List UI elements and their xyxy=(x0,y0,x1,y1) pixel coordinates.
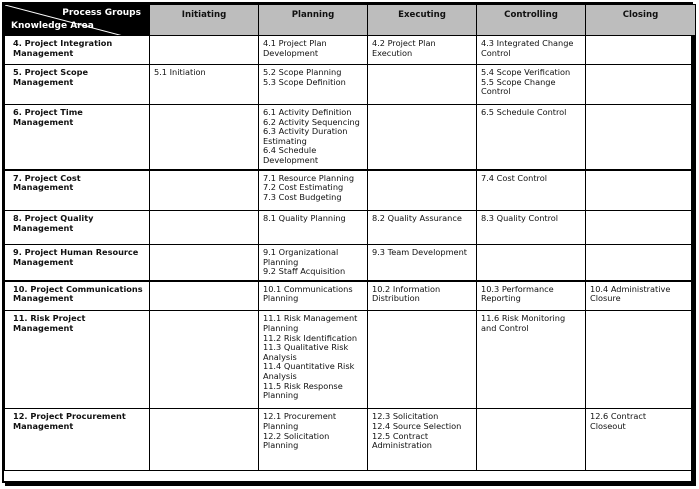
planning-cell xyxy=(259,281,368,311)
executing-cell xyxy=(368,245,477,281)
executing-cell xyxy=(368,409,477,471)
initiating-cell xyxy=(150,281,259,311)
initiating-cell xyxy=(150,311,259,409)
controlling-cell xyxy=(477,36,586,65)
process-item: 10.2 Information Distribution xyxy=(372,283,441,304)
process-item: 11.2 Risk Identification xyxy=(263,332,358,343)
process-item: 7.4 Cost Control xyxy=(481,172,548,183)
knowledge-area-label: Knowledge Area xyxy=(11,21,94,32)
header-row xyxy=(5,5,696,36)
process-item: 11.1 Risk Management Planning xyxy=(263,313,358,333)
process-item: 6.3 Activity Duration Estimating xyxy=(263,126,348,146)
process-item: 12.6 Contract Closeout xyxy=(590,411,647,431)
controlling-cell xyxy=(477,409,586,471)
process-item: 9.1 Organizational Planning xyxy=(263,247,339,267)
controlling-cell xyxy=(477,65,586,105)
process-item: 12.3 Solicitation xyxy=(372,411,439,422)
knowledge-area-cell: 11. Risk Project Management xyxy=(5,311,150,409)
planning-cell xyxy=(259,170,368,211)
table-row xyxy=(5,409,696,471)
closing-cell xyxy=(586,170,696,211)
process-item: 9.2 Staff Acquisition xyxy=(263,266,346,277)
col-executing: Executing xyxy=(368,5,477,36)
planning-cell xyxy=(259,245,368,281)
table-row xyxy=(5,105,696,170)
process-item: 11.5 Risk Response Planning xyxy=(263,380,343,401)
process-item: 4.2 Project Plan Execution xyxy=(372,38,436,58)
process-item: 9.3 Team Development xyxy=(372,247,467,258)
knowledge-area-cell: 8. Project Quality Management xyxy=(5,211,150,245)
knowledge-area-cell: 9. Project Human Resource Management xyxy=(5,245,150,281)
closing-cell xyxy=(586,311,696,409)
process-item: 5.3 Scope Definition xyxy=(263,76,346,87)
knowledge-area-cell: 12. Project Procurement Management xyxy=(5,409,150,471)
initiating-cell xyxy=(150,105,259,170)
closing-cell xyxy=(586,211,696,245)
table-body xyxy=(5,36,696,471)
controlling-cell xyxy=(477,211,586,245)
table-row xyxy=(5,170,696,211)
table-row xyxy=(5,211,696,245)
executing-cell xyxy=(368,170,477,211)
process-item: 4.3 Integrated Change Control xyxy=(481,38,574,58)
executing-cell xyxy=(368,65,477,105)
process-item: 7.3 Cost Budgeting xyxy=(263,191,342,202)
table-row xyxy=(5,65,696,105)
closing-cell xyxy=(586,36,696,65)
planning-cell xyxy=(259,409,368,471)
process-item: 8.3 Quality Control xyxy=(481,213,559,224)
process-item: 11.4 Quantitative Risk Analysis xyxy=(263,361,355,381)
executing-cell xyxy=(368,281,477,311)
process-item: 6.1 Activity Definition xyxy=(263,107,352,117)
col-planning: Planning xyxy=(259,5,368,36)
process-item: 12.4 Source Selection xyxy=(372,420,462,431)
table-row xyxy=(5,311,696,409)
closing-cell xyxy=(586,105,696,170)
closing-cell xyxy=(586,281,696,311)
corner-header xyxy=(5,5,150,36)
planning-cell xyxy=(259,65,368,105)
controlling-cell xyxy=(477,105,586,170)
executing-cell xyxy=(368,105,477,170)
knowledge-area-cell: 4. Project Integration Management xyxy=(5,36,150,65)
initiating-cell xyxy=(150,65,259,105)
process-item: 8.2 Quality Assurance xyxy=(372,213,462,224)
initiating-cell xyxy=(150,211,259,245)
closing-cell xyxy=(586,245,696,281)
table-row xyxy=(5,36,696,65)
process-item: 4.1 Project Plan Development xyxy=(263,38,327,58)
planning-cell xyxy=(259,36,368,65)
col-closing: Closing xyxy=(586,5,696,36)
process-item: 6.2 Activity Sequencing xyxy=(263,116,360,127)
process-item: 11.6 Risk Monitoring and Control xyxy=(481,313,566,333)
closing-cell xyxy=(586,409,696,471)
controlling-cell xyxy=(477,245,586,281)
initiating-cell xyxy=(150,245,259,281)
process-item: 7.2 Cost Estimating xyxy=(263,182,344,193)
process-item: 5.2 Scope Planning xyxy=(263,67,342,77)
table-row xyxy=(5,281,696,311)
controlling-cell xyxy=(477,170,586,211)
col-controlling: Controlling xyxy=(477,5,586,36)
col-initiating: Initiating xyxy=(150,5,259,36)
process-item: 5.5 Scope Change Control xyxy=(481,76,556,97)
initiating-cell xyxy=(150,170,259,211)
controlling-cell xyxy=(477,311,586,409)
process-item: 7.1 Resource Planning xyxy=(263,172,355,183)
process-groups-table xyxy=(4,4,696,471)
process-item: 5.1 Initiation xyxy=(154,67,206,77)
closing-cell xyxy=(586,65,696,105)
process-item: 6.4 Schedule Development xyxy=(263,145,319,165)
knowledge-area-cell: 10. Project Communications Management xyxy=(5,281,150,311)
knowledge-area-cell: 7. Project Cost Management xyxy=(5,170,150,211)
process-item: 12.2 Solicitation Planning xyxy=(263,430,330,451)
table-row xyxy=(5,245,696,281)
initiating-cell xyxy=(150,36,259,65)
executing-cell xyxy=(368,36,477,65)
process-item: 8.1 Quality Planning xyxy=(263,213,346,224)
process-item: 10.3 Performance Reporting xyxy=(481,283,554,304)
process-groups-label: Process Groups xyxy=(62,8,141,18)
executing-cell xyxy=(368,211,477,245)
knowledge-area-cell: 6. Project Time Management xyxy=(5,105,150,170)
planning-cell xyxy=(259,311,368,409)
knowledge-area-cell: 5. Project Scope Management xyxy=(5,65,150,105)
initiating-cell xyxy=(150,409,259,471)
process-item: 10.4 Administrative Closure xyxy=(590,283,671,304)
process-item: 6.5 Schedule Control xyxy=(481,107,567,117)
planning-cell xyxy=(259,211,368,245)
process-table-frame xyxy=(2,2,693,483)
process-item: 5.4 Scope Verification xyxy=(481,67,571,77)
process-item: 11.3 Qualitative Risk Analysis xyxy=(263,342,349,362)
controlling-cell xyxy=(477,281,586,311)
executing-cell xyxy=(368,311,477,409)
process-item: 12.5 Contract Administration xyxy=(372,430,432,451)
process-item: 10.1 Communications Planning xyxy=(263,283,353,304)
planning-cell xyxy=(259,105,368,170)
process-item: 12.1 Procurement Planning xyxy=(263,411,337,431)
